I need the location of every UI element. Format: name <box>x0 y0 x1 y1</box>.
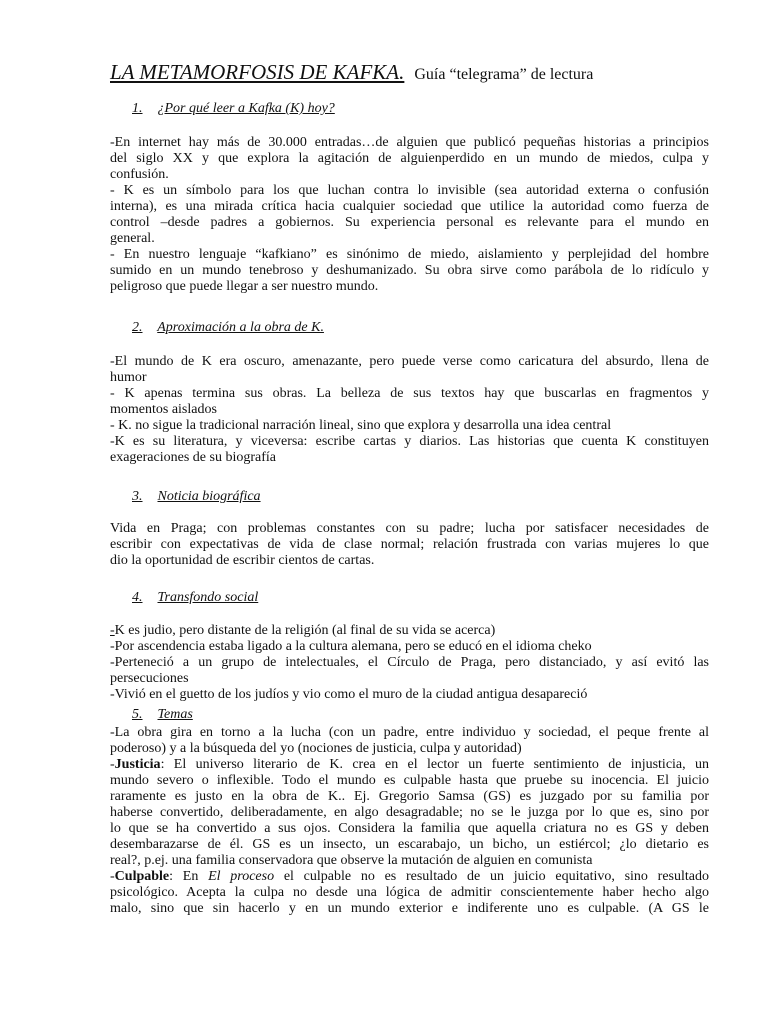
underlined-dash: - <box>110 623 115 638</box>
text-line: -K es su literatura, y viceversa: escribe cartas y diarios. Las historias que cuenta K constituyen <box>110 434 709 449</box>
section-label: ¿Por qué leer a Kafka (K) hoy? <box>157 101 335 116</box>
text-line: -El mundo de K era oscuro, amenazante, pero puede verse como caricatura del absurdo, llena de <box>110 354 709 369</box>
text-line <box>110 757 709 773</box>
section-1-body <box>110 135 709 295</box>
text-line: malo, sino que sin hacerlo y en un mundo exterior e indiferente uno es culpable. (A GS le <box>110 901 709 916</box>
line-text: : En <box>169 869 209 884</box>
text-line: -En internet hay más de 30.000 entradas…de alguien que publicó pequeñas historias a principios <box>110 135 709 150</box>
text-line: del siglo XX y que explora la agitación de alguienperdido en un mundo de miedos, culpa y <box>110 151 709 166</box>
section-number: 4. <box>132 590 143 605</box>
text-line: sumido en un mundo tenebroso y deshumanizado. Su obra sirve como parábola de lo ridículo y <box>110 263 709 278</box>
section-label: Transfondo social <box>157 590 259 605</box>
text-line: interna), es una mirada crítica hacia cualquier sociedad que utilice la autoridad como fuerza de <box>110 199 709 214</box>
text-line: haberse convertido, deliberadamente, en algo desagradable; no se le juzga por lo que es, sino por <box>110 805 709 820</box>
section-label: Noticia biográfica <box>157 489 261 504</box>
term-justicia: Justicia <box>114 757 161 772</box>
text-line <box>110 623 709 639</box>
text-line: -Perteneció a un grupo de intelectuales, el Círculo de Praga, pero distanciado, y así evitó las <box>110 655 709 670</box>
text-line: peligroso que puede llegar a ser nuestro mundo. <box>110 279 379 294</box>
section-number: 2. <box>132 320 143 335</box>
text-line: - K es un símbolo para los que luchan contra lo invisible (sea autoridad externa o confusión <box>110 183 709 198</box>
title-main: LA METAMORFOSIS DE KAFKA. <box>110 60 405 84</box>
text-line: humor <box>110 370 147 385</box>
text-line: -Vivió en el guetto de los judíos y vio como el muro de la ciudad antigua desapareció <box>110 687 588 702</box>
text-line: - K apenas termina sus obras. La belleza de sus textos hay que buscarlas en fragmentos y <box>110 386 709 401</box>
line-text: el culpable no es resultado de un juicio equitativo, sino resultado <box>274 869 709 884</box>
document-title <box>110 60 593 85</box>
section-3-body <box>110 521 709 569</box>
section-5-body <box>110 725 709 917</box>
text-line: psicológico. Acepta la culpa no desde una lógica de admitir conscientemente haber hecho algo <box>110 885 709 900</box>
text-line: persecuciones <box>110 671 189 686</box>
text-line: general. <box>110 231 155 246</box>
text-line: confusión. <box>110 167 169 182</box>
section-1-heading <box>132 101 335 117</box>
text-line: - En nuestro lenguaje “kafkiano” es sinónimo de miedo, aislamiento y perplejidad del hombre <box>110 247 709 262</box>
text-line: -La obra gira en torno a la lucha (con un padre, entre individuo y sociedad, el peque frente al <box>110 725 709 740</box>
text-line: desembarazarse de él. GS es un insecto, un escarabajo, un bicho, un estiércol; ¿lo dietario es <box>110 837 709 852</box>
text-line: dio la oportunidad de escribir cientos de cartas. <box>110 553 375 568</box>
text-line: Vida en Praga; con problemas constantes con su padre; lucha por satisfacer necesidades de <box>110 521 709 536</box>
title-subtitle: Guía “telegrama” de lectura <box>414 66 594 83</box>
text-line: poderoso) y a la búsqueda del yo (nociones de justicia, culpa y autoridad) <box>110 741 522 756</box>
section-label: Aproximación a la obra de K. <box>157 320 324 335</box>
section-label: Temas <box>157 707 193 722</box>
section-2-heading <box>132 320 324 336</box>
text-line: momentos aislados <box>110 402 217 417</box>
section-number: 5. <box>132 707 143 722</box>
section-5-heading <box>132 707 193 723</box>
text-line: -Por ascendencia estaba ligado a la cultura alemana, pero se educó en el idioma cheko <box>110 639 592 654</box>
text-line: exageraciones de su biografía <box>110 450 276 465</box>
line-text: : El universo literario de K. crea en el lector un fuerte sentimiento de injusticia, un <box>160 757 709 772</box>
section-4-body <box>110 623 709 703</box>
text-line: raramente es justo en la obra de K.. Ej. Gregorio Samsa (GS) es juzgado por su familia por <box>110 789 709 804</box>
dash: - <box>110 757 115 772</box>
text-line: mundo severo o inflexible. Todo el mundo es culpable hasta que pruebe su inocencia. El juicio <box>110 773 709 788</box>
section-number: 3. <box>132 489 143 504</box>
section-4-heading <box>132 590 258 606</box>
line-text: K es judio, pero distante de la religión (al final de su vida se acerca) <box>114 623 496 638</box>
section-number: 1. <box>132 101 143 116</box>
text-line: - K. no sigue la tradicional narración lineal, sino que explora y desarrolla una idea central <box>110 418 612 433</box>
text-line: control –desde padres a gobiernos. Su experiencia personal es relevante para el mundo en <box>110 215 709 230</box>
term-culpable: Culpable <box>114 869 170 884</box>
dash: - <box>110 869 115 884</box>
text-line <box>110 869 709 885</box>
text-line: escribir con expectativas de vida de clase normal; relación frustrada con varias mujeres lo que <box>110 537 709 552</box>
section-3-heading <box>132 489 261 505</box>
section-2-body <box>110 354 709 466</box>
text-line: lo que se ha convertido a sus ojos. Considera la familia que aquella criatura no es GS y deben <box>110 821 709 836</box>
book-title: El proceso <box>208 869 275 884</box>
text-line: real?, p.ej. una familia conservadora que observe la mutación de alguien en comunista <box>110 853 593 868</box>
